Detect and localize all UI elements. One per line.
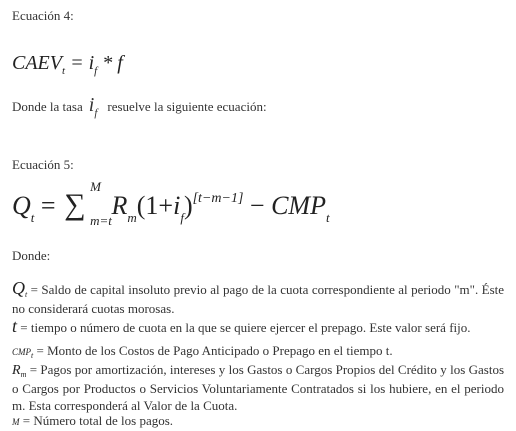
eq4-op: * — [97, 52, 118, 74]
definition-m — [12, 412, 504, 431]
eq4-rate-sub: f — [94, 65, 98, 77]
sum-lower-limit: m=t — [90, 213, 112, 228]
symbol-r: $R_m$ — [12, 363, 27, 379]
eq5-minus: − — [243, 191, 272, 220]
eq5-lhs-sub: t — [30, 210, 35, 225]
rate-text-after: resuelve la siguiente ecuación: — [107, 99, 267, 114]
eq4-lhs-sub: t — [62, 65, 66, 77]
rate-symbol: $i_f$ — [88, 94, 98, 119]
donde-label: Donde: — [12, 248, 51, 263]
eq4-equals: = — [65, 52, 89, 74]
definition-q — [12, 280, 504, 317]
eq5-term: R — [111, 191, 128, 220]
eq5-equals: = — [34, 191, 63, 220]
definition-m-text: = Número total de los pagos. — [22, 413, 174, 428]
eq5-term-sub: m — [127, 210, 137, 225]
definition-t-text: = tiempo o número de cuota en la que se quiere ejercer el prepago. Este valor será fijo. — [20, 320, 471, 335]
eq5-cmp-sub: t — [325, 210, 330, 225]
symbol-m: M — [12, 417, 20, 427]
equation-5 — [12, 179, 330, 228]
definition-r-text: = Pagos por amortización, intereses y los Gastos o Cargos Propios del Crédito y los Gastos o Cargos por Productos o Servicios Voluntariamente Contratados si los hubiere, en el periodo m. Esta corresponderá al Valor de la Cuota. — [12, 362, 505, 413]
symbol-cmp: CMPt — [12, 347, 34, 360]
rate-text-before: Donde la tasa — [12, 99, 83, 114]
rate-sentence — [12, 94, 267, 117]
eq5-cmp: CMP — [271, 191, 326, 220]
eq5-paren-close: ) — [183, 191, 193, 220]
definition-cmp-text: = Monto de los Costos de Pago Anticipado o Prepago en el tiempo t. — [36, 343, 393, 358]
heading-equation-4: Ecuación 4: — [12, 8, 74, 23]
eq4-rhs: f — [117, 52, 123, 74]
summation-symbol: ∑ M m=t — [64, 179, 112, 228]
eq4-lhs: CAEV — [12, 52, 62, 74]
eq5-paren-open: (1+ — [136, 191, 174, 220]
definition-r — [12, 361, 504, 414]
equation-4 — [12, 52, 123, 75]
heading-equation-5: Ecuación 5: — [12, 157, 74, 172]
symbol-q: Qt — [12, 278, 28, 299]
definition-cmp — [12, 342, 504, 361]
eq5-rate: i — [173, 191, 181, 220]
sum-upper-limit: M — [90, 179, 101, 194]
eq5-rate-sub: f — [180, 210, 184, 225]
symbol-t: t — [12, 316, 18, 336]
definition-q-text: = Saldo de capital insoluto previo al pago de la cuota correspondiente al periodo "m". Éste no considerará cuotas morosas. — [12, 282, 505, 316]
eq4-rate: i — [88, 52, 95, 74]
definition-t — [12, 318, 504, 336]
eq5-lhs: Q — [12, 191, 31, 220]
eq5-exponent: [t−m−1] — [192, 191, 244, 206]
